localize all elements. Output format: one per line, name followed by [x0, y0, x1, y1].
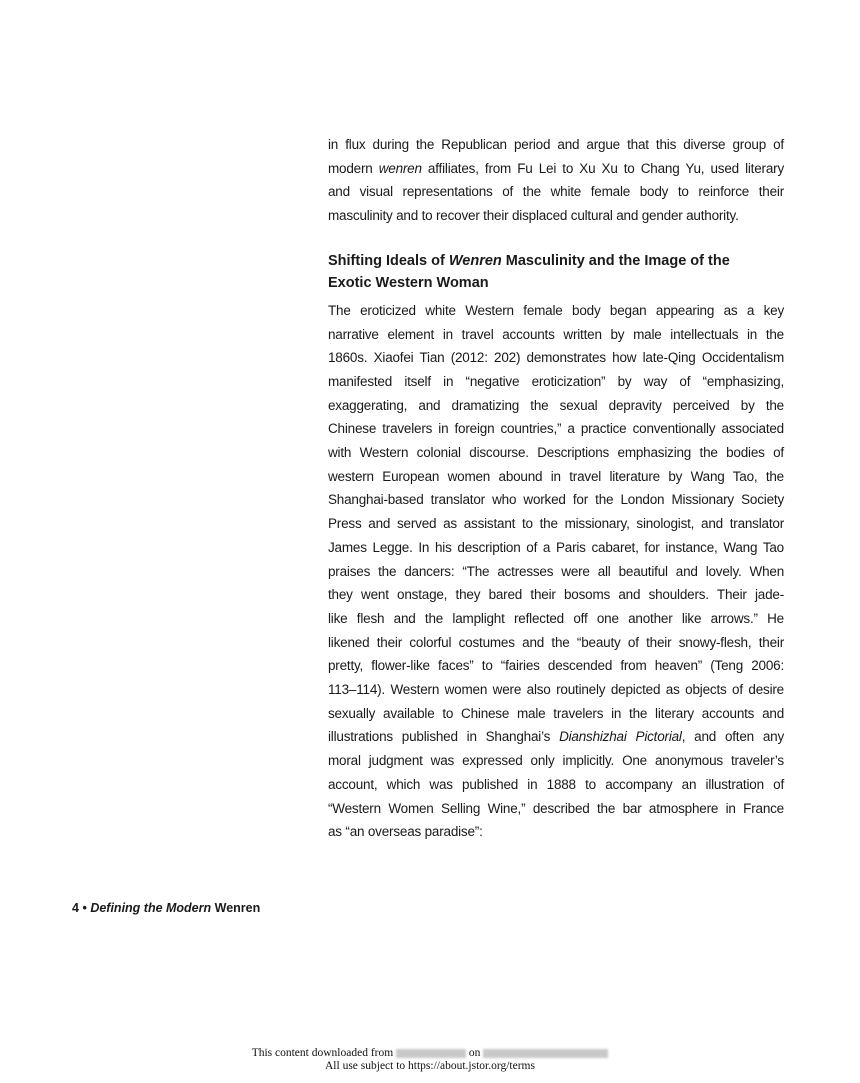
text-line	[328, 417, 784, 441]
text-line	[328, 250, 784, 272]
text-line	[328, 607, 784, 631]
text-line	[328, 654, 784, 678]
text-run: moral judgment was expressed only implicitly. One anonymous traveler’s	[328, 753, 784, 769]
text-run: 1860s. Xiaofei Tian (2012: 202) demonstrates how late-Qing Occidentalism	[328, 350, 784, 366]
text-run: affiliates, from Fu Lei to Xu Xu to Chang Yu, used literary	[421, 160, 784, 176]
text-run: modern	[328, 160, 379, 176]
text-run: narrative element in travel accounts written by male intellectuals in the	[328, 326, 784, 342]
text-run: The eroticized white Western female body began appearing as a key	[328, 302, 784, 318]
terms-notice: All use subject to https://about.jstor.org/terms	[325, 1060, 535, 1072]
text-run: Shanghai-based translator who worked for the London Missionary Society	[328, 492, 784, 508]
text-run: , and often any	[681, 729, 784, 745]
page-number: 4	[72, 900, 79, 915]
italic-text: wenren	[378, 160, 422, 176]
text-run: as “an overseas paradise”:	[328, 824, 483, 840]
section-heading	[328, 250, 784, 294]
text-line	[328, 583, 784, 607]
text-run: sexually available to Chinese male travelers in the literary accounts and	[328, 705, 784, 721]
text-line	[328, 820, 784, 844]
text-run: and visual representations of the white female body to reinforce their	[328, 184, 784, 200]
bullet: •	[82, 900, 87, 915]
redacted-ip	[396, 1049, 466, 1058]
running-footer	[72, 900, 860, 916]
text-line	[328, 678, 784, 702]
text-run: western European women abound in travel literature by Wang Tao, the	[328, 468, 784, 484]
text-line	[328, 465, 784, 489]
text-line	[328, 536, 784, 560]
text-run: praises the dancers: “The actresses were all beautiful and lovely. When	[328, 563, 784, 579]
text-run: Press and served as assistant to the missionary, sinologist, and translator	[328, 516, 784, 532]
text-run: Shifting Ideals of	[328, 252, 449, 269]
text-run: masculinity and to recover their displaced cultural and gender authority.	[328, 208, 739, 224]
text-line	[328, 797, 784, 821]
text-run: Masculinity and the Image of the	[501, 252, 730, 269]
text-line	[328, 749, 784, 773]
text-line	[328, 370, 784, 394]
text-run: 113–114). Western women were also routinely depicted as objects of desire	[328, 682, 784, 698]
text-line	[328, 441, 784, 465]
italic-text: Dianshizhai Pictorial	[559, 729, 682, 745]
jstor-footer	[0, 1027, 860, 1083]
book-title-roman: Wenren	[214, 900, 261, 915]
text-line	[328, 512, 784, 536]
text-run: James Legge. In his description of a Paris cabaret, for instance, Wang Tao	[328, 539, 784, 555]
text-run: with Western colonial discourse. Descriptions emphasizing the bodies of	[328, 445, 784, 461]
text-line	[328, 204, 784, 228]
text-line	[328, 346, 784, 370]
text-run: likened their colorful costumes and the “beauty of their snowy-flesh, their	[328, 634, 784, 650]
text-line	[328, 725, 784, 749]
text-run: like flesh and the lamplight reflected off one another like arrows.” He	[328, 610, 784, 626]
text-run: illustrations published in Shanghai’s	[328, 729, 560, 745]
text-run: account, which was published in 1888 to accompany an illustration of	[328, 776, 784, 792]
text-line	[328, 157, 784, 181]
text-line	[328, 323, 784, 347]
download-notice	[0, 1047, 860, 1060]
text-run: they went onstage, they bared their bosoms and shoulders. Their jade-	[328, 587, 784, 603]
text-run: Chinese travelers in foreign countries,” a practice conventionally associated	[328, 421, 784, 437]
text-run: “Western Women Selling Wine,” described the bar atmosphere in France	[328, 800, 784, 816]
text-line	[328, 272, 784, 294]
text-line	[328, 631, 784, 655]
text-line	[328, 299, 784, 323]
book-title-italic: Defining the Modern	[90, 900, 212, 915]
text-line	[328, 773, 784, 797]
text-line	[328, 394, 784, 418]
italic-text: Wenren	[448, 252, 502, 269]
text-run: manifested itself in “negative eroticization” by way of “emphasizing,	[328, 373, 784, 389]
download-on: on	[468, 1047, 481, 1059]
paragraph-2	[328, 299, 784, 844]
text-line	[328, 180, 784, 204]
text-line	[328, 133, 784, 157]
text-run: Exotic Western Woman	[328, 274, 489, 291]
paragraph-1	[328, 133, 784, 228]
text-line	[328, 488, 784, 512]
text-run: in flux during the Republican period and argue that this diverse group of	[328, 137, 784, 152]
text-line	[328, 702, 784, 726]
text-run: pretty, flower-like faces” to “fairies descended from heaven” (Teng 2006:	[328, 658, 784, 674]
download-prefix: This content downloaded from	[251, 1047, 394, 1059]
redacted-date	[483, 1049, 608, 1058]
text-run: exaggerating, and dramatizing the sexual depravity perceived by the	[328, 397, 784, 413]
text-line	[328, 560, 784, 584]
